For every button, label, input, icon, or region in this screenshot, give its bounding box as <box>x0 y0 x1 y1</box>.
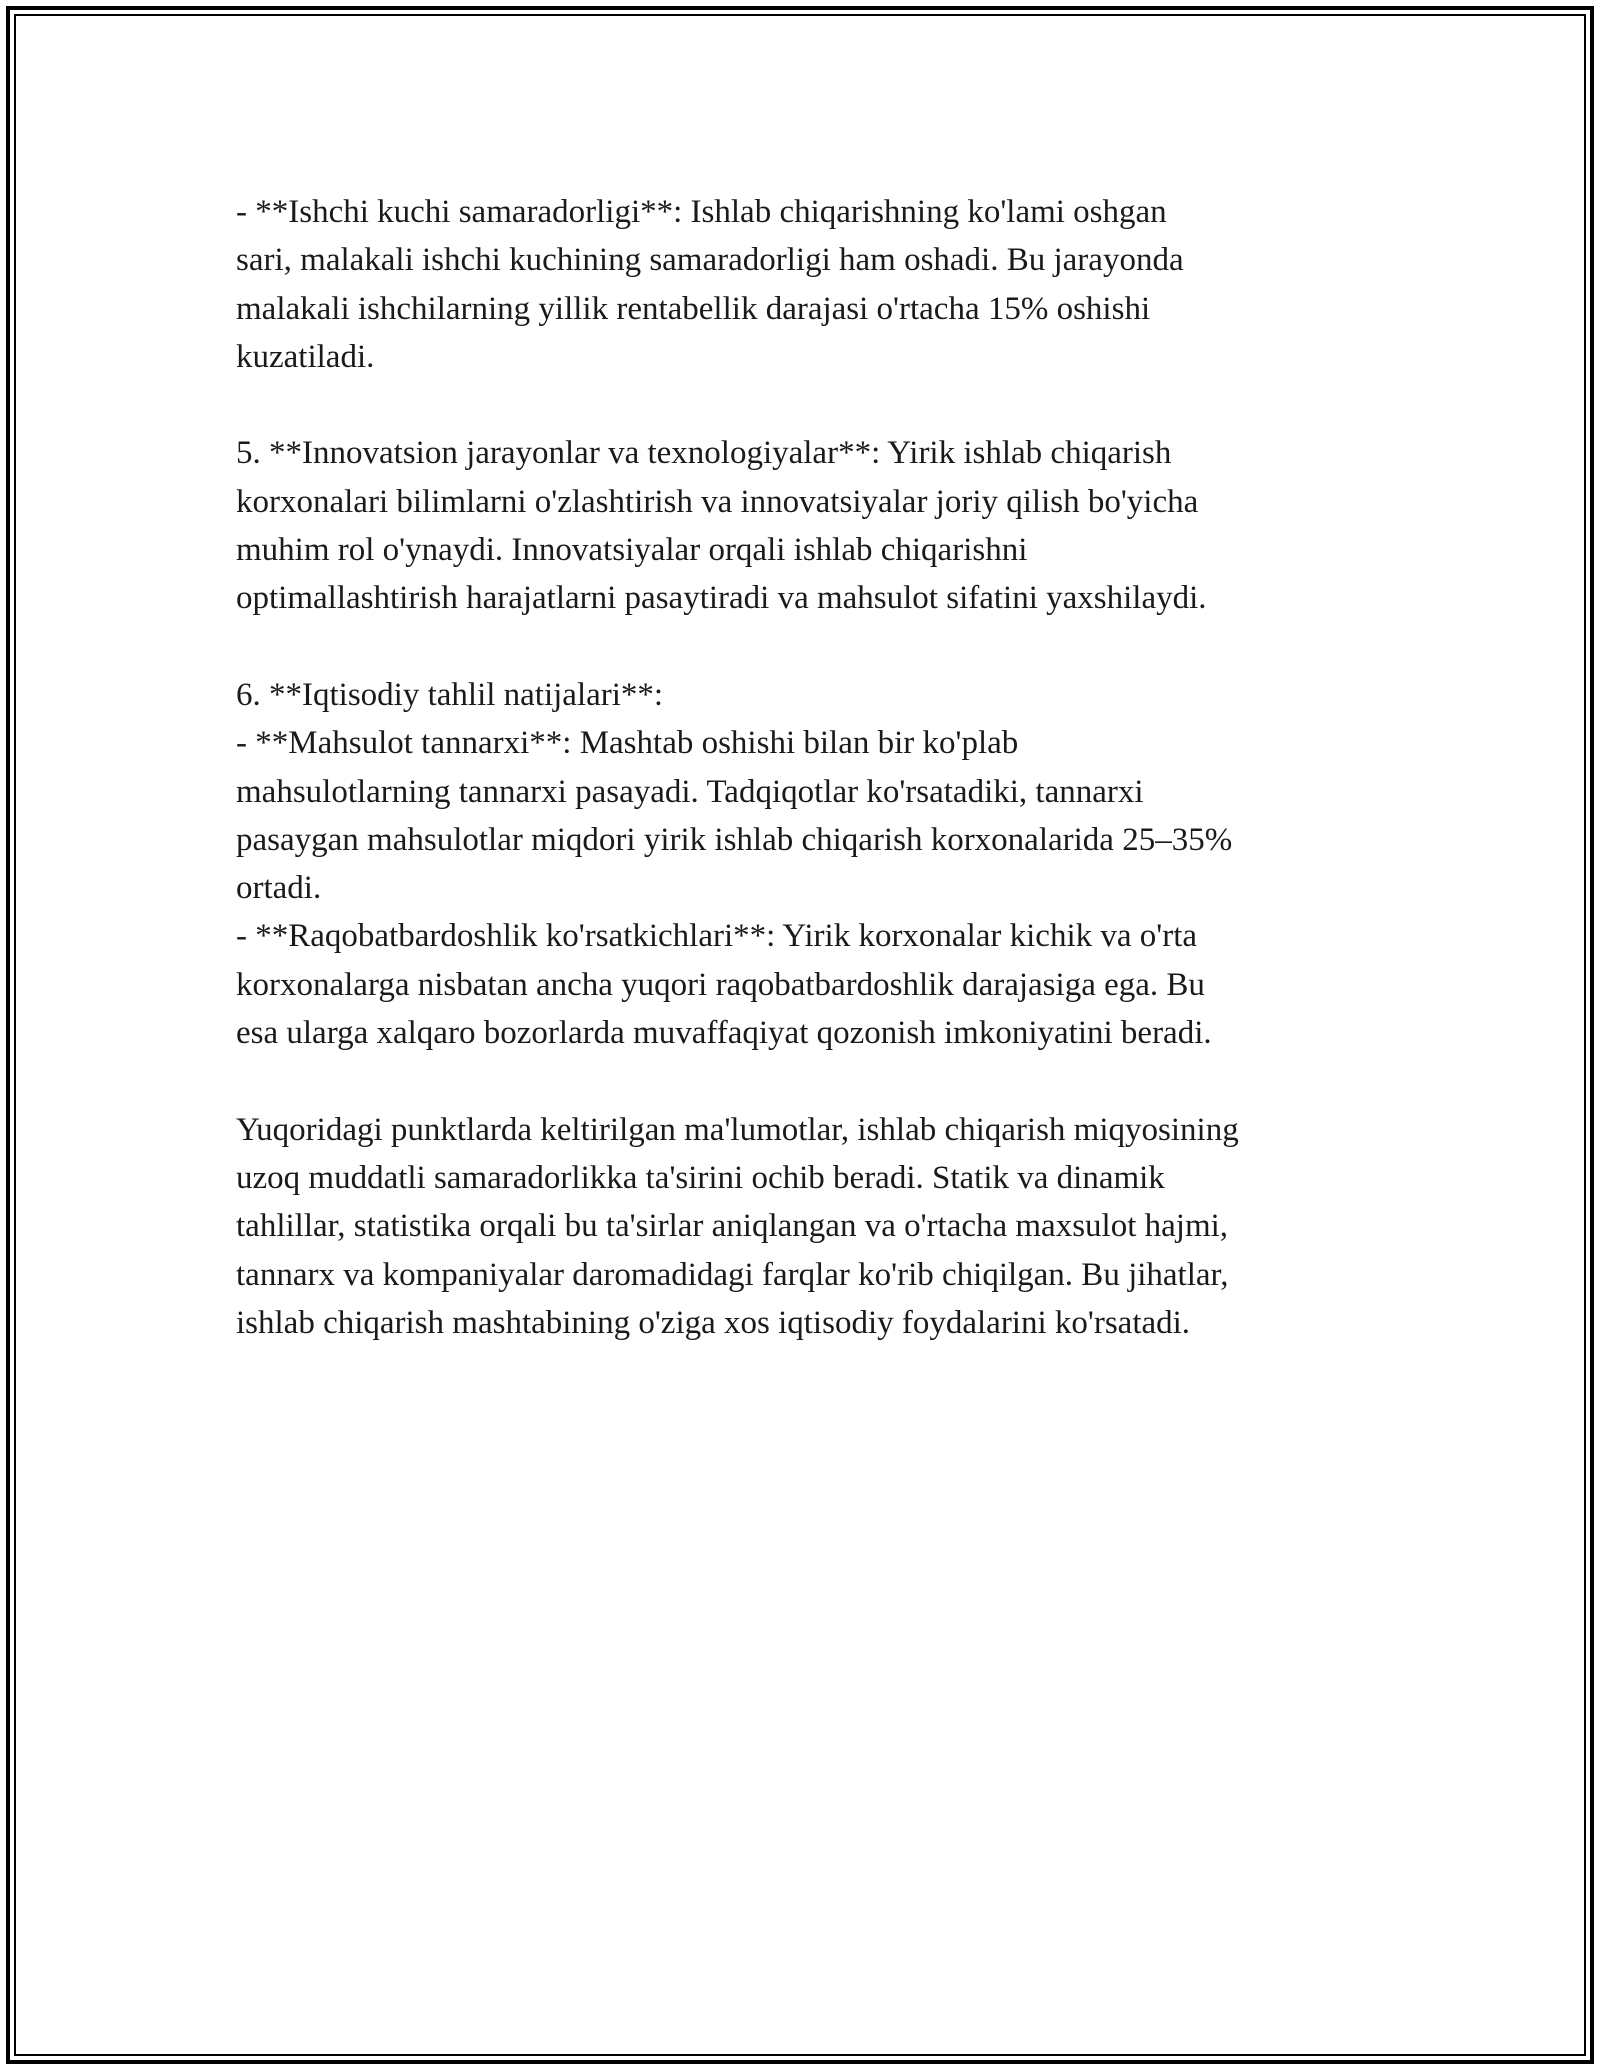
paragraph-spacer <box>236 623 1376 671</box>
paragraph-spacer <box>236 1057 1376 1105</box>
paragraph-conclusion: Yuqoridagi punktlarda keltirilgan ma'lumotlar, ishlab chiqarish miqyosining uzoq muddatli samaradorlikka ta'sirini ochib beradi. Statik va dinamik tahlillar, statistika orqali bu ta'sirlar aniqlangan va o'rtacha maxsulot hajmi, tannarx va kompaniyalar daromadidagi farqlar ko'rib chiqilgan. Bu jihatlar, ishlab chiqarish mashtabining o'ziga xos iqtisodiy foydalarini ko'rsatadi. <box>236 1111 1239 1341</box>
paragraph-spacer <box>236 381 1376 429</box>
document-body <box>236 188 1376 1347</box>
paragraph-labor-efficiency: - **Ishchi kuchi samaradorligi**: Ishlab chiqarishning ko'lami oshgan sari, malakali ishchi kuchining samaradorligi ham oshadi. Bu jarayonda malakali ishchilarning yillik rentabellik darajasi o'rtacha 15% oshishi kuzatiladi. <box>236 194 1184 375</box>
paragraph-economic-analysis: 6. **Iqtisodiy tahlil natijalari**: - **Mahsulot tannarxi**: Mashtab oshishi bilan bir ko'plab mahsulotlarning tannarxi pasayadi. Tadqiqotlar ko'rsatadiki, tannarxi pasaygan mahsulotlar miqdori yirik ishlab chiqarish korxonalarida 25–35% ortadi. - **Raqobatbardoshlik ko'rsatkichlari**: Yirik korxonalar kichik va o'rta korxonalarga nisbatan ancha yuqori raqobatbardoshlik darajasiga ega. Bu esa ularga xalqaro bozorlarda muvaffaqiyat qozonish imkoniyatini beradi. <box>236 676 1233 1052</box>
paragraph-innovation: 5. **Innovatsion jarayonlar va texnologiyalar**: Yirik ishlab chiqarish korxonalari bilimlarni o'zlashtirish va innovatsiyalar joriy qilish bo'yicha muhim rol o'ynaydi. Innovatsiyalar orqali ishlab chiqarishni optimallashtirish harajatlarni pasaytiradi va mahsulot sifatini yaxshilaydi. <box>236 435 1207 617</box>
